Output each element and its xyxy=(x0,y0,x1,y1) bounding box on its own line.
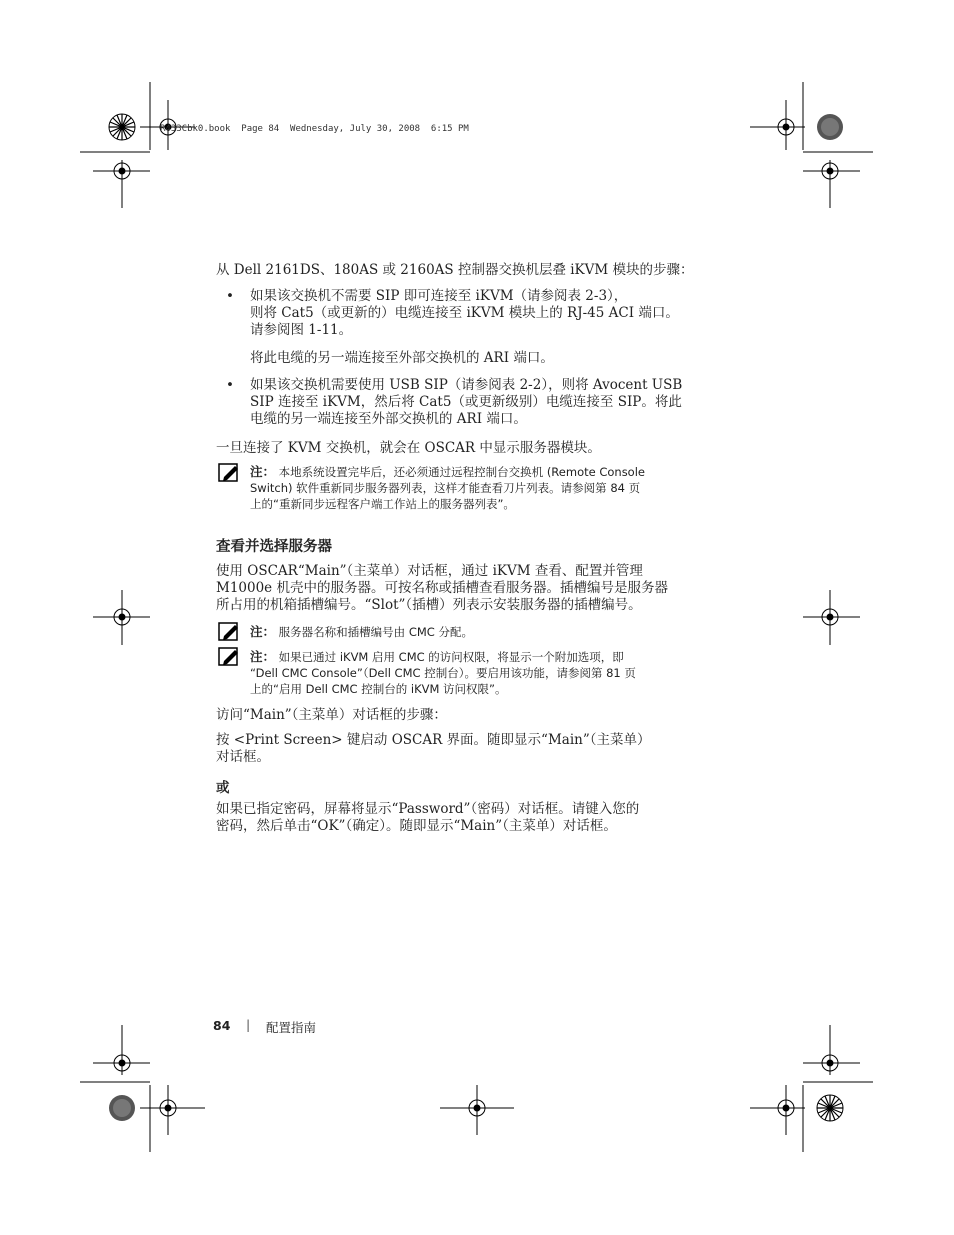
footer-section: 配置指南 xyxy=(266,1020,317,1035)
intro-text: 从 Dell 2161DS、180AS 或 2160AS 控制器交换机层叠 iKVM 模块的步骤： xyxy=(216,262,694,278)
running-header: R433Cbk0.book Page 84 Wednesday, July 30, 2008 6:15 PM xyxy=(160,124,469,134)
pencil-note-icon xyxy=(218,463,240,483)
note-1-line-3: 上的“重新同步远程客户端工作站上的服务器列表”。 xyxy=(250,497,515,511)
note-3-label: 注： xyxy=(250,649,276,664)
note-2-text: 服务器名称和插槽编号由 CMC 分配。 xyxy=(278,625,473,639)
password-step xyxy=(216,801,716,835)
bullet-1 xyxy=(250,288,720,339)
password-step-line-2: 密码，然后单击“OK”（确定）。随即显示“Main”（主菜单）对话框。 xyxy=(216,818,617,834)
paragraph-1-line-1: 使用 OSCAR“Main”（主菜单）对话框，通过 iKVM 查看、配置并管理 xyxy=(216,563,643,579)
note-1 xyxy=(250,464,720,512)
bullet-1-line-2: 则将 Cat5（或更新的）电缆连接至 iKVM 模块上的 RJ-45 ACI 端口。 xyxy=(250,305,679,321)
note-2 xyxy=(250,624,720,640)
footer-separator: | xyxy=(246,1017,251,1032)
note-2-label: 注： xyxy=(250,624,276,639)
paragraph-1 xyxy=(216,563,716,614)
note-3-line-1: 如果已通过 iKVM 启用 CMC 的访问权限，将显示一个附加选项，即 xyxy=(278,650,624,664)
note-1-line-1: 本地系统设置完毕后，还必须通过远程控制台交换机 (Remote Console xyxy=(278,465,645,479)
bullet-1-sub: 将此电缆的另一端连接至外部交换机的 ARI 端口。 xyxy=(250,350,554,366)
note-3-line-3: 上的“启用 Dell CMC 控制台的 iKVM 访问权限”。 xyxy=(250,682,507,696)
bullet-2 xyxy=(250,377,720,428)
note-1-label: 注： xyxy=(250,464,276,479)
after-bullets-text: 一旦连接了 KVM 交换机，就会在 OSCAR 中显示服务器模块。 xyxy=(216,440,601,456)
bullet-1-marker: • xyxy=(226,288,234,304)
pencil-note-icon xyxy=(218,622,240,642)
page-number: 84 xyxy=(213,1018,231,1033)
paragraph-1-line-2: M1000e 机壳中的服务器。可按名称或插槽查看服务器。插槽编号是服务器 xyxy=(216,580,668,596)
access-steps-text: 访问“Main”（主菜单）对话框的步骤： xyxy=(216,707,447,723)
paragraph-1-line-3: 所占用的机箱插槽编号。“Slot”（插槽）列表示安装服务器的插槽编号。 xyxy=(216,597,642,613)
bullet-2-line-1: 如果该交换机需要使用 USB SIP（请参阅表 2-2），则将 Avocent USB xyxy=(250,377,683,393)
note-3 xyxy=(250,649,720,697)
press-step-line-2: 对话框。 xyxy=(216,749,270,765)
press-step xyxy=(216,732,716,766)
bullet-1-line-3: 请参阅图 1-11。 xyxy=(250,322,353,338)
bullet-1-line-1: 如果该交换机不需要 SIP 即可连接至 iKVM（请参阅表 2-3）， xyxy=(250,288,628,304)
bullet-2-line-2: SIP 连接至 iKVM，然后将 Cat5（或更新级别）电缆连接至 SIP。将此 xyxy=(250,394,682,410)
note-3-line-2: “Dell CMC Console”（Dell CMC 控制台）。要启用该功能，请参阅第 81 页 xyxy=(250,666,636,680)
pencil-note-icon xyxy=(218,647,240,667)
bullet-2-line-3: 电缆的另一端连接至外部交换机的 ARI 端口。 xyxy=(250,411,527,427)
section-heading: 查看并选择服务器 xyxy=(216,539,332,555)
note-1-line-2: Switch) 软件重新同步服务器列表，这样才能查看刀片列表。请参阅第 84 页 xyxy=(250,481,641,495)
or-label: 或 xyxy=(216,780,230,796)
press-step-line-1: 按 <Print Screen> 键启动 OSCAR 界面。随即显示“Main”（主菜单） xyxy=(216,732,651,748)
password-step-line-1: 如果已指定密码，屏幕将显示“Password”（密码）对话框。请键入您的 xyxy=(216,801,640,817)
bullet-2-marker: • xyxy=(226,377,234,393)
